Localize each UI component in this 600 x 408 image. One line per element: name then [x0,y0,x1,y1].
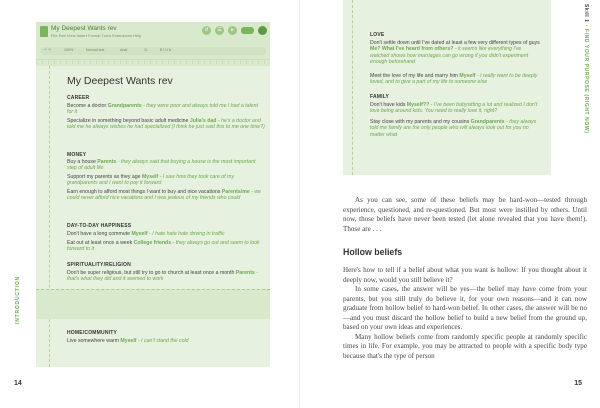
list-item: Earn enough to afford most things I want to buy and nice vacations Parents/me - we could never afford nice vacations and I was jealous of my friends who could [67,189,261,202]
video-icon[interactable]: ▸ [228,26,237,35]
ruler [36,59,270,64]
history-icon[interactable]: ↺ [202,26,211,35]
margin-guide [352,0,353,175]
bold-icon[interactable]: B I U A [160,48,172,52]
margin-guide [49,66,50,367]
running-head-skill: Skill 1 [583,4,589,23]
comment-icon[interactable]: ☰ [215,26,224,35]
running-head-right: Skill 1 · FIND YOUR PURPOSE (RIGHT NOW) [583,4,589,134]
body-paragraph-3: In some cases, the answer will be yes—the belief may have come from your parents, but you still truly do believe it, for your own reasons—and it can now graduate from hollow belief to hard-won belief. In other cases, the answer will be no—and you must discard the hollow belief to build a new belief from the ground up, based on your own ideas and experiences. [343,285,587,331]
style-select[interactable]: Normal text [86,48,105,52]
section-spirituality: SPIRITUALITY/RELIGION [67,262,131,268]
doc-title[interactable]: My Deepest Wants rev [51,25,117,32]
list-item: Don't settle down until I've dated at least a few very different types of guys Me? What I've heard from others? - it seems like everything I've watched shows how marriages can go wrong if you didn't experiment enough beforehand [370,40,540,65]
toolbar-buttons [202,26,267,35]
doc-menu-bar[interactable]: File Edit View Insert Format Tools Extensions Help [51,34,142,38]
page-break-line [36,289,270,290]
list-item: Meet the love of my life and marry him Myself - I really want to be deeply loved, and to give a part of my life to someone else [370,73,538,86]
avatar[interactable] [258,26,267,35]
running-head-title: FIND YOUR PURPOSE (RIGHT NOW) [583,28,589,134]
body-paragraph-1: As you can see, some of these beliefs may be hard-won—tested through experience, questioned, and re-questioned. But most were instilled by others. Until now, those beliefs have never been tested (let alone revealed that you have them!). Those are . . . [343,196,587,233]
list-item: Stay close with my parents and my cousins Grandparents - they always told me family are the only people who will always look out for you no matter what [370,119,537,138]
body-paragraph-4: Many hollow beliefs come from randomly specific people at randomly specific times in life. For example, you may be attracted to people with a specific body type because that's the type of person [343,332,587,360]
body-paragraph-2: Here's how to tell if a belief about what you want is hollow: If you thought about it deeply now, would you still believe it? [343,266,587,284]
list-item: Buy a house Parents - they always said that buying a house is the most important step of adult life [67,159,256,172]
section-family: FAMILY [370,94,390,100]
doc-heading: My Deepest Wants rev [67,75,173,87]
list-item: Specialize in something beyond basic adult medicine Julia's dad - he's a doctor and told me he always wishes he had specialized (I think he just said this to me one time?) [67,118,265,131]
section-daily: DAY-TO-DAY HAPPINESS [67,223,132,229]
section-home: HOME/COMMUNITY [67,330,118,336]
share-button[interactable] [241,27,254,34]
section-love: LOVE [370,32,385,38]
format-toolbar [40,47,266,55]
font-select[interactable]: Arial [120,48,128,52]
list-item: Don't have a long commute Myself - I hate hate hate driving in traffic [67,231,225,237]
section-career: CAREER [67,95,90,101]
running-head-left: INTRODUCTION [15,276,21,324]
list-item: Become a doctor Grandparents - they were poor and always told me I had a talent for it [67,103,258,116]
list-item: Support my parents as they age Myself - I saw how they took care of my grandparents and I want to pay it forward [67,174,234,187]
zoom-select[interactable]: 100% [64,48,74,52]
page-number-right: 15 [574,380,582,387]
section-heading: Hollow beliefs [343,247,403,257]
list-item: Don't have kids Myself?? - I've been babysitting a lot and realized I don't love being around kids. You need to really love it, right? [370,102,538,115]
font-size-input[interactable]: 11 [144,48,148,52]
doc-screenshot [36,22,270,367]
docs-logo-icon [40,26,48,37]
section-money: MONEY [67,152,87,158]
list-item: Don't be super religious, but still try to go to church at least once a month Parents - that's what they did and it seemed to work [67,270,259,283]
page-break [36,289,270,319]
doc-screenshot-continued [343,0,551,175]
list-item: Live somewhere warm Myself - I can't stand the cold [67,338,189,344]
list-item: Eat out at least once a week College friends - they always go out and seem to look forward to it [67,240,260,253]
right-page [300,0,600,408]
page-number-left: 14 [14,380,22,387]
body-text [343,266,587,361]
undo-icon[interactable]: ↶ ↷ [44,48,52,52]
